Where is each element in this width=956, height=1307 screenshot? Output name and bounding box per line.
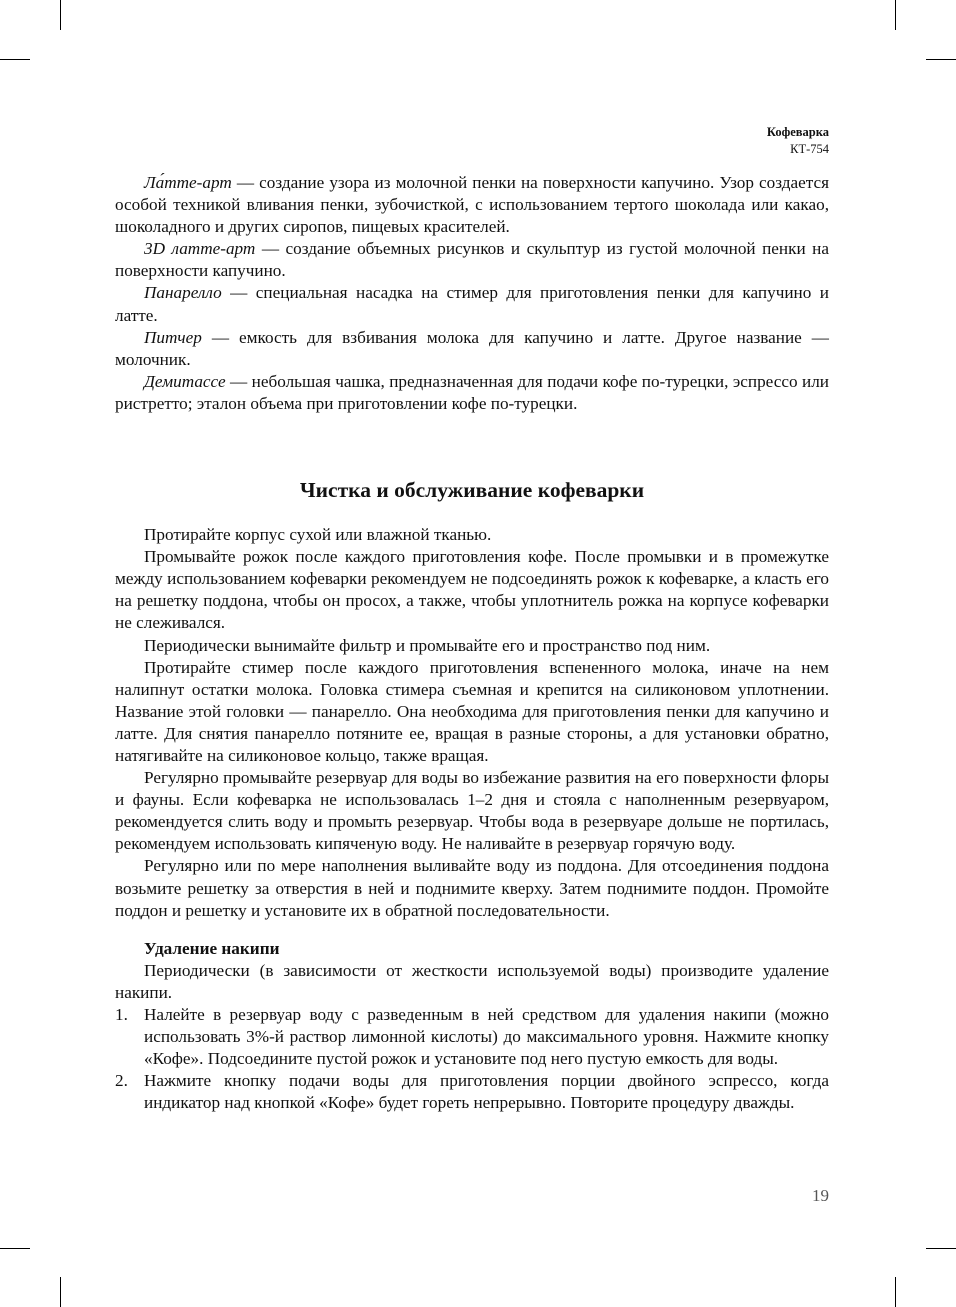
crop-mark (895, 1277, 896, 1307)
crop-mark (0, 1248, 30, 1249)
list-item-text: Налейте в резервуар воду с разведенным в ней средством для удаления накипи (можно использовать 3%-й раствор лимонной кислоты) до максимального уровня. Нажмите кнопку «Кофе». Подсоедините пустой рожок и установите под него пустую емкость для воды. (144, 1005, 829, 1069)
page-number: 19 (812, 1186, 829, 1205)
glossary-term: 3D латте-арт (144, 239, 256, 259)
list-item-text: Нажмите кнопку подачи воды для приготовления порции двойного эспрессо, когда индикатор над кнопкой «Кофе» будет гореть непрерывно. Повторите процедуру дважды. (144, 1071, 829, 1113)
list-item-number: 1. (115, 1005, 128, 1024)
body-paragraph: Периодически вынимайте фильтр и промывайте его и пространство под ним. (144, 635, 711, 655)
maintenance-paragraphs (115, 524, 829, 922)
header-product: Кофеварка (766, 125, 829, 139)
glossary-term: Питчер (144, 327, 202, 347)
crop-mark (926, 59, 956, 60)
glossary (115, 172, 829, 415)
crop-mark (926, 1248, 956, 1249)
glossary-term: Ла́тте-арт (144, 173, 232, 192)
body-paragraph: Регулярно промывайте резервуар для воды во избежание развития на его поверхности флоры и фауны. Если кофеварка не использовалась 1–2 дня и стояла с наполненным резервуаром, рекомендуется слить воду и промыть резервуар. Чтобы вода в резервуаре дольше не портилась, рекомендуем использовать кипяченую воду. Не наливайте в резервуар горячую воду. (115, 768, 829, 854)
glossary-entry (115, 238, 829, 282)
body-paragraph: Протирайте корпус сухой или влажной тканью. (144, 525, 492, 545)
crop-mark (0, 59, 30, 60)
descaling-intro: Периодически (в зависимости от жесткости используемой воды) производите удаление накипи. (115, 960, 829, 1002)
page-content (115, 172, 829, 1114)
glossary-term: Панарелло (144, 283, 222, 303)
body-paragraph: Регулярно или по мере наполнения выливайте воду из поддона. Для отсоединения поддона возьмите решетку за отверстия в ней и поднимите кверху. Затем поднимите поддон. Промойте поддон и решетку и установите их в обратной последовательности. (115, 856, 829, 920)
descaling-steps (115, 1004, 829, 1114)
list-item (115, 1004, 829, 1070)
glossary-definition: — специальная насадка на стимер для приготовления пенки для капучино и латте. (115, 283, 829, 325)
body-paragraph: Промывайте рожок после каждого приготовления кофе. После промывки и в промежутке между использованием кофеварки рекомендуем не подсоединять рожок к кофеварке, а класть его на решетку поддона, чтобы он просох, а также, чтобы уплотнитель рожка на корпусе кофеварки не слеживался. (115, 547, 829, 633)
header-model: КТ-754 (790, 142, 829, 156)
glossary-definition: — небольшая чашка, предназначенная для подачи кофе по-турецки, эспрессо или ристретто; эталон объема при приготовлении кофе по-турецки. (115, 371, 829, 413)
crop-mark (895, 0, 896, 30)
subsection-title-descaling: Удаление накипи (144, 938, 280, 958)
crop-mark (60, 1277, 61, 1307)
body-paragraph: Протирайте стимер после каждого приготовления вспененного молока, иначе на нем налипнут остатки молока. Головка стимера съемная и крепится на силиконовом уплотнении. Название этой головки — панарелло. Она необходима для приготовления пенки для капучино и латте. Для снятия панарелло потяните ее, вращая в разные стороны, а для установки обратно, натягивайте на силиконовое кольцо, также вращая. (115, 657, 829, 765)
crop-mark (60, 0, 61, 30)
glossary-entry (115, 371, 829, 415)
glossary-definition: — создание узора из молочной пенки на поверхности капучино. Узор создается особой техникой вливания пенки, зубочисткой, с использованием тертого шоколада или какао, шоколадного и других сиропов, пищевых красителей. (115, 173, 829, 237)
list-item-number: 2. (115, 1071, 128, 1091)
glossary-definition: — емкость для взбивания молока для капучино и латте. Другое название — молочник. (115, 327, 829, 369)
running-header (767, 124, 829, 158)
section-title: Чистка и обслуживание кофеварки (299, 478, 645, 503)
glossary-definition: — создание объемных рисунков и скульптур из густой молочной пенки на поверхности капучино. (115, 239, 829, 281)
glossary-entry (115, 282, 829, 326)
glossary-term: Демитассе (144, 371, 226, 391)
glossary-entry (115, 172, 829, 238)
list-item (115, 1070, 829, 1114)
glossary-entry (115, 327, 829, 371)
